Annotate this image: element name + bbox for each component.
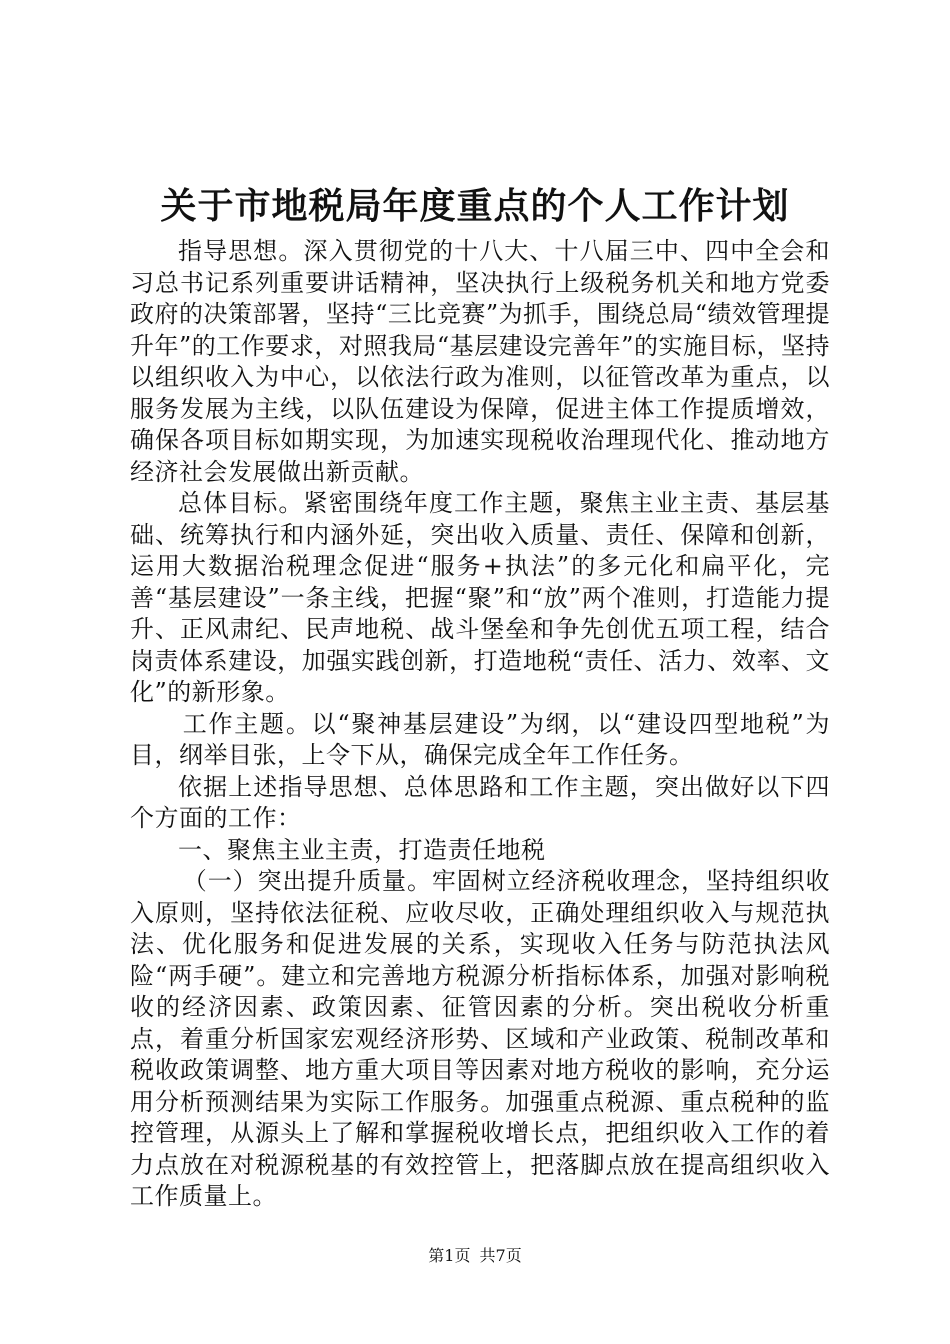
- document-title: 关于市地税局年度重点的个人工作计划: [160, 185, 790, 227]
- page-footer: [0, 1244, 950, 1268]
- page-number: 第1页: [428, 1246, 471, 1265]
- paragraph-work-theme: 工作主题。以“聚神基层建设”为纲，以“建设四型地税”为目，纲举目张，上令下从，确保完成全年工作任务。: [130, 709, 830, 769]
- paragraph-overall-goal: 总体目标。紧密围绕年度工作主题，聚焦主业主责、基层基础、统筹执行和内涵外延，突出收入质量、责任、保障和创新，运用大数据治税理念促进“服务+执法”的多元化和扁平化，完善“基层建设”一条主线，把握“聚”和“放”两个准则，打造能力提升、正风肃纪、民声地税、战斗堡垒和争先创优五项工程，结合岗责体系建设，加强实践创新，打造地税“责任、活力、效率、文化”的新形象。: [130, 489, 830, 706]
- document-body: [130, 236, 830, 1213]
- paragraph-quality: （一）突出提升质量。牢固树立经济税收理念，坚持组织收入原则，坚持依法征税、应收尽收，正确处理组织收入与规范执法、优化服务和促进发展的关系，实现收入任务与防范执法风险“两手硬”。建立和完善地方税源分析指标体系，加强对影响税收的经济因素、政策因素、征管因素的分析。突出税收分析重点，着重分析国家宏观经济形势、区域和产业政策、税制改革和税收政策调整、地方重大项目等因素对地方税收的影响，充分运用分析预测结果为实际工作服务。加强重点税源、重点税种的监控管理，从源头上了解和掌握税收增长点，把组织收入工作的着力点放在对税源税基的有效控管上，把落脚点放在提高组织收入工作质量上。: [130, 867, 830, 1210]
- paragraph-guiding-thought: 指导思想。深入贯彻党的十八大、十八届三中、四中全会和习总书记系列重要讲话精神，坚决执行上级税务机关和地方党委政府的决策部署，坚持“三比竞赛”为抓手，围绕总局“绩效管理提升年”的工作要求，对照我局“基层建设完善年”的实施目标，坚持以组织收入为中心，以依法行政为准则，以征管改革为重点，以服务发展为主线，以队伍建设为保障，促进主体工作提质增效，确保各项目标如期实现，为加速实现税收治理现代化、推动地方经济社会发展做出新贡献。: [130, 237, 830, 486]
- page-total: 共7页: [479, 1246, 522, 1265]
- section-heading: 一、聚焦主业主责，打造责任地税: [178, 835, 546, 864]
- paragraph-intro: 依据上述指导思想、总体思路和工作主题，突出做好以下四个方面的工作：: [130, 772, 830, 832]
